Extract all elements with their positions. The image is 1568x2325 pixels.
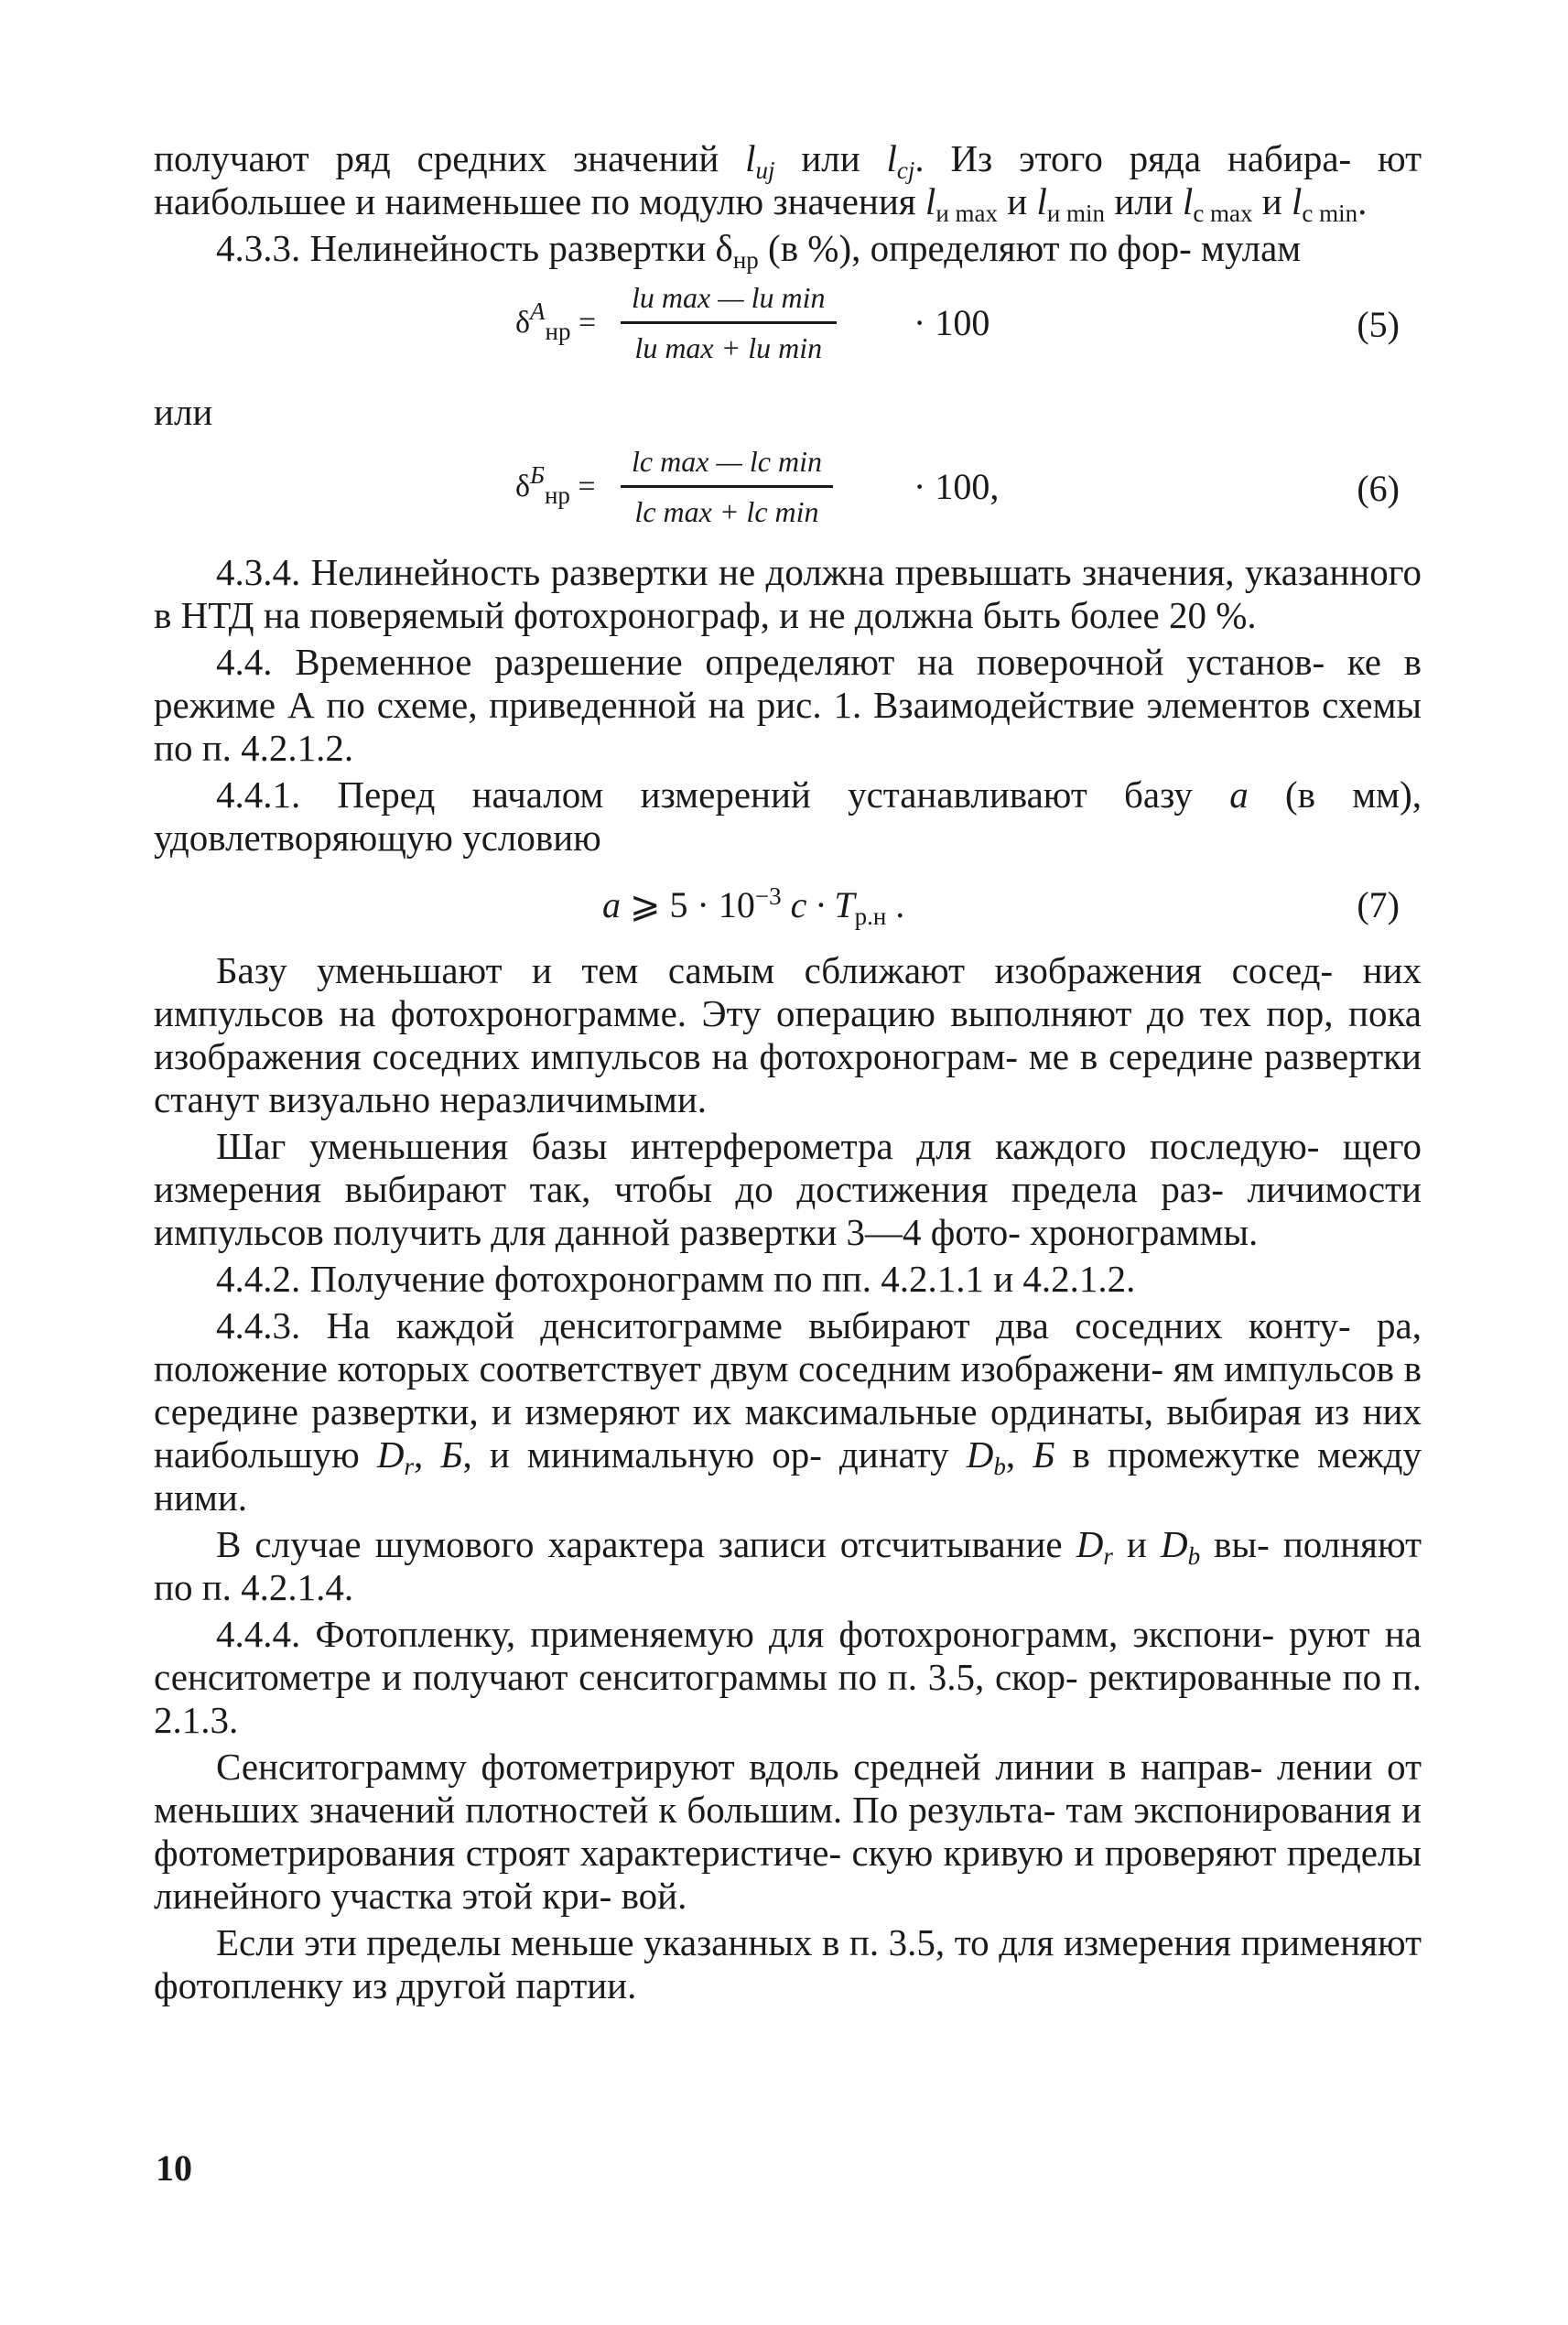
paragraph-4-3-3: [154, 227, 1422, 274]
equation-number: (5): [1357, 304, 1400, 345]
subscript: cj: [896, 157, 915, 184]
text: .: [1357, 180, 1368, 222]
paragraph-4-4: 4.4. Временное разрешение определяют на поверочной установ- ке в режиме А по схеме, приведенной на рис. 1. Взаимодействие элементов схемы по п. 4.2.1.2.: [154, 641, 1422, 769]
text: и: [998, 180, 1037, 222]
paragraph-base-reduce: Базу уменьшают и тем самым сближают изображения сосед- них импульсов на фотохронограмме. Эту операцию выполняют до тех пор, пока изображения соседних импульсов на фотохронограм- ме в середине развертки станут визуально неразличимыми.: [154, 949, 1422, 1120]
paragraph-sensitogram: Сенситограмму фотометрируют вдоль средней линии в направ- лении от меньших значений плотностей к большим. По результа- там экспонирования и фотометрирования строят характеристиче- скую кривую и проверяют пределы линейного участка этой кри- вой.: [154, 1746, 1422, 1917]
paragraph-limits: Если эти пределы меньше указанных в п. 3.5, то для измерения применяют фотопленку из другой партии.: [154, 1921, 1422, 2006]
multiplier: · 100: [914, 302, 990, 343]
paragraph-4-4-3: 4.4.3. На каждой денситограмме выбирают два соседних конту- ра, положение которых соответствует двум соседним изображени- ям импульсов в середине развертки, и измеряют их максимальные ординаты, выбирая из них наибольшую $D_r$, Б, и минимальную ор- динату $D_b$, Б в промежутке между ними.: [154, 1304, 1422, 1519]
text: . Из этого ряда набира- ют наибольшее и наименьшее по модулю значения: [154, 137, 1422, 222]
fraction: [621, 279, 837, 366]
subscript: c max: [1193, 200, 1253, 227]
paragraph-intro: [154, 137, 1422, 227]
var-l: l: [745, 137, 756, 179]
paragraph-noise: В случае шумового характера записи отсчитывание $D_r$ и $D_b$ вы- полняют по п. 4.2.1.4.: [154, 1523, 1422, 1608]
formula-lhs: $\delta^Б_{нр}$ =: [515, 461, 596, 509]
equation-number: (6): [1357, 468, 1400, 509]
numerator: lи max — lи min: [621, 279, 837, 324]
paragraph-4-4-2: 4.4.2. Получение фотохронограмм по пп. 4.2.1.1 и 4.2.1.2.: [216, 1258, 1136, 1300]
subscript: нр: [732, 246, 759, 274]
formula-5: [154, 279, 1422, 380]
denominator: lc max + lc min: [634, 495, 819, 528]
page-number: 10: [156, 2147, 192, 2189]
text: получают ряд средних значений: [154, 137, 746, 179]
subscript: c min: [1302, 200, 1358, 227]
document-page: [154, 137, 1422, 2011]
text: В случае шумового характера записи отсчитывание: [216, 1523, 1076, 1565]
denominator: lи max + lи min: [634, 331, 823, 364]
text: 4.4.3. На каждой денситограмме выбирают два соседних конту- ра, положение которых соответствует двум соседним изображени- ям импульсов в середине развертки, и измеряют их максимальные ординаты, выбирая из них наибольшую: [154, 1304, 1422, 1476]
paragraph-4-3-4: 4.3.4. Нелинейность развертки не должна превышать значения, указанного в НТД на поверяемый фотохронограф, и не должна быть более 20 %.: [154, 551, 1422, 636]
var-a: a: [1229, 773, 1249, 816]
text: 4.3.3. Нелинейность развертки δ: [216, 227, 733, 269]
formula-7: [154, 872, 1422, 936]
paragraph-step: Шаг уменьшения базы интерферометра для каждого последую- щего измерения выбирают так, чтобы до достижения предела раз- личимости импульсов получить для данной развертки 3—4 фото- хронограммы.: [154, 1125, 1422, 1253]
subscript: и min: [1046, 200, 1106, 227]
formula-body: a ⩾ $5 \cdot 10^{-3}$ $c \cdot T_{р.н}$ .: [602, 882, 905, 930]
paragraph-4-4-1: [154, 773, 1422, 860]
multiplier: · 100,: [914, 466, 1000, 507]
text: (в мм), удовлетворяющую условию: [154, 773, 1422, 859]
subscript: иj: [755, 157, 775, 184]
var-l: l: [1036, 180, 1047, 222]
equation-number: (7): [1357, 884, 1400, 925]
text: (в %), определяют по фор- мулам: [758, 227, 1302, 269]
text: и: [1252, 180, 1292, 222]
fraction: [621, 443, 833, 530]
numerator: lc max — lc min: [621, 443, 833, 488]
subscript: и max: [935, 200, 998, 227]
var-l: l: [886, 137, 897, 179]
word-or: или: [154, 391, 213, 433]
formula-lhs: $\delta^A_{нр}$ =: [515, 297, 597, 345]
var-l: l: [1292, 180, 1303, 222]
paragraph-4-4-4: 4.4.4. Фотопленку, применяемую для фотохронограмм, экспони- руют на сенситометре и получают сенситограммы по п. 3.5, скор- ректированные по п. 2.1.3.: [154, 1613, 1422, 1741]
text: или: [774, 137, 887, 179]
text: 4.4.1. Перед началом измерений устанавливают базу: [216, 773, 1230, 816]
var-l: l: [925, 180, 936, 222]
text: или: [1105, 180, 1183, 222]
var-l: l: [1182, 180, 1194, 222]
formula-6: [154, 443, 1422, 544]
